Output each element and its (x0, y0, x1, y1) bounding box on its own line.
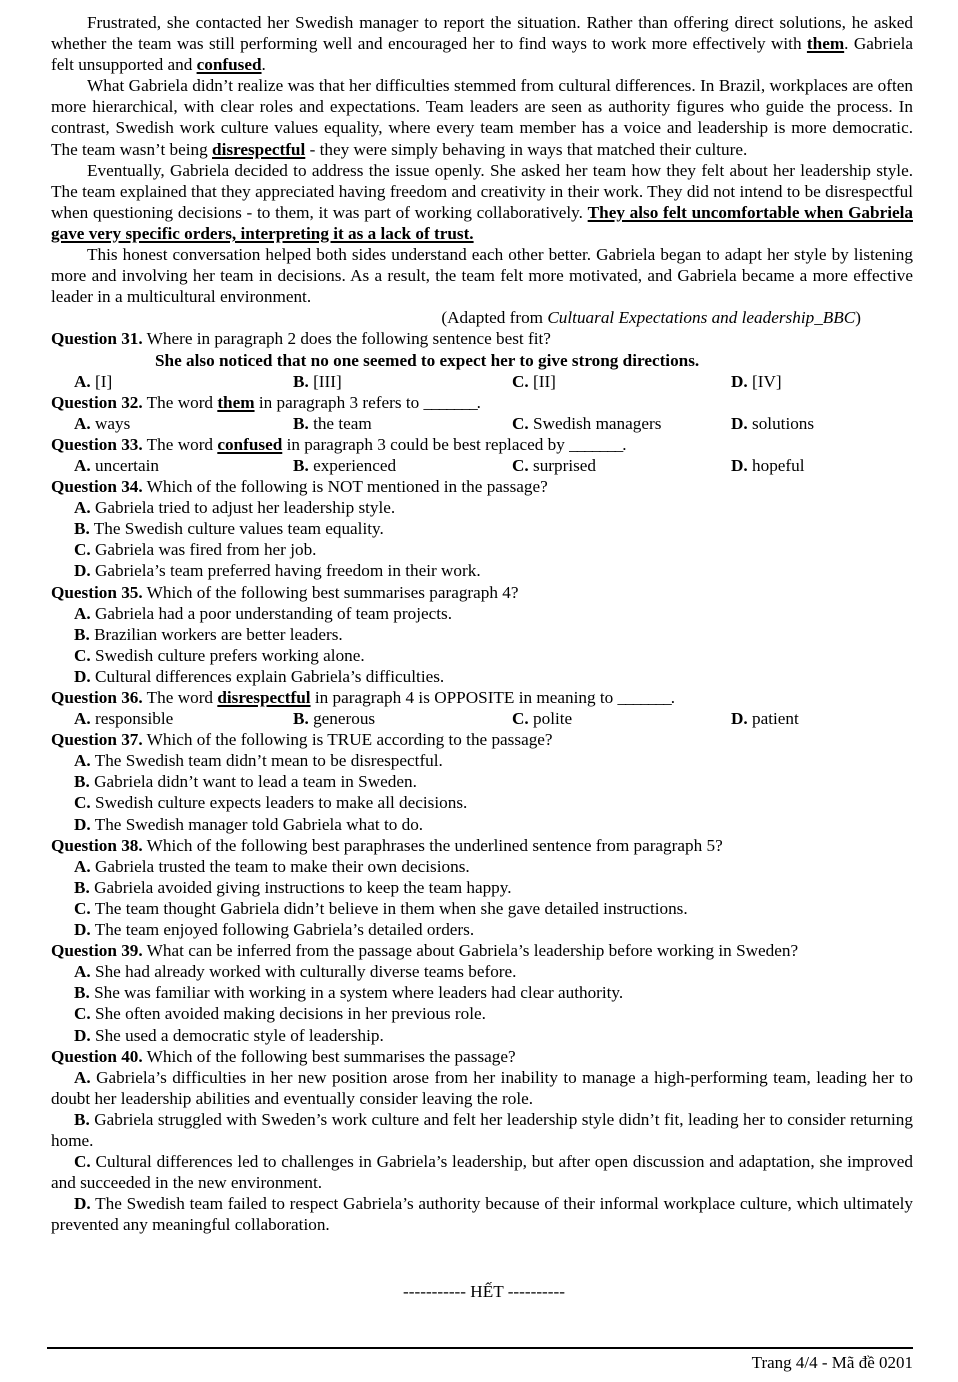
option-a[interactable]: A. Gabriela tried to adjust her leadership style. (74, 498, 396, 518)
option-c[interactable]: C. Swedish managers (512, 413, 662, 433)
option-d[interactable]: D. She used a democratic style of leadership. (74, 1025, 384, 1045)
option-b[interactable]: B. Gabriela didn’t want to lead a team in Sweden. (74, 772, 417, 792)
option-d[interactable]: D. Cultural differences explain Gabriela’s difficulties. (74, 666, 445, 686)
question-39: Question 39. What can be inferred from the passage about Gabriela’s leadership before working in Sweden? A. She had already worked with culturally diverse teams before. B. She was familiar with working in a system where leaders had clear authority. C. She often avoided making decisions in her previous role. D. She used a democratic style of leadership. (51, 940, 913, 1045)
option-d[interactable]: D. solutions (731, 413, 815, 433)
question-40: Question 40. Which of the following best summarises the passage? A. Gabriela’s difficulties in her new position arose from her inability to manage a high-performing team, leading her to doubt her leadership abilities and eventually consider leaving the role. B. Gabriela struggled with Sweden’s work culture and felt her leadership style didn’t fit, leading her to consider returning home. C. Cultural differences led to challenges in Gabriela’s leadership, but after open discussion and adaptation, she improved and succeeded in the new environment. D. The Swedish team failed to respect Gabriela’s authority because of their informal workplace culture, which ultimately prevented any meaningful collaboration. (51, 1046, 913, 1235)
answer-blank: _______ (423, 392, 477, 412)
passage-paragraph-5: Eventually, Gabriela decided to address the issue openly. She asked her team how they felt about her leadership style. The team explained that they appreciated having freedom and creativity in their work. They did not intend to be disrespectful when questioning decisions - to them, it was part of working collaboratively. They also felt uncomfortable when Gabriela gave very specific orders, interpreting it as a lack of trust. (51, 160, 913, 243)
option-c[interactable]: C. Swedish culture expects leaders to make all decisions. (74, 793, 468, 813)
option-c[interactable]: C. Gabriela was fired from her job. (74, 540, 317, 560)
question-label: Question 33. (51, 434, 143, 454)
option-c[interactable]: C. [II] (512, 371, 556, 391)
option-a[interactable]: A. ways (74, 413, 131, 433)
question-34: Question 34. Which of the following is NOT mentioned in the passage? A. Gabriela tried to adjust her leadership style. B. The Swedish culture values team equality. C. Gabriela was fired from her job. D. Gabriela’s team preferred having freedom in their work. (51, 476, 913, 581)
options (51, 455, 913, 476)
option-b[interactable]: B. The Swedish culture values team equality. (74, 519, 384, 539)
option-a[interactable]: A. Gabriela had a poor understanding of team projects. (74, 603, 453, 623)
question-37: Question 37. Which of the following is TRUE according to the passage? A. The Swedish team didn’t mean to be disrespectful. B. Gabriela didn’t want to lead a team in Sweden. C. Swedish culture expects leaders to make all decisions. D. The Swedish manager told Gabriela what to do. (51, 729, 913, 834)
inserted-sentence: She also noticed that no one seemed to expect her to give strong directions. (155, 350, 700, 370)
option-b[interactable]: B. experienced (293, 455, 397, 475)
passage-paragraph-6: This honest conversation helped both sides understand each other better. Gabriela began to adapt her style by listening more and involving her team in decisions. As a result, the team felt more motivated, and Gabriela became a more effective leader in a multicultural environment. (51, 245, 913, 307)
option-d[interactable]: D. hopeful (731, 455, 805, 475)
option-b[interactable]: B. generous (293, 709, 376, 729)
passage-paragraph-3: Frustrated, she contacted her Swedish manager to report the situation. Rather than offering direct solutions, he asked whether the team was still performing well and encouraged her to find ways to work more effectively with them. Gabriela felt unsupported and confused. (51, 13, 913, 75)
option-c[interactable]: C. Cultural differences led to challenges in Gabriela’s leadership, but after open discussion and adaptation, she improved and succeeded in the new environment. (51, 1152, 913, 1193)
option-a[interactable]: A. Gabriela’s difficulties in her new position arose from her inability to manage a high-performing team, leading her to doubt her leadership abilities and eventually consider leaving the role. (51, 1067, 913, 1108)
question-32: Question 32. The word them in paragraph 3 refers to _______. A. ways B. the team C. Swedish managers D. solutions (51, 392, 913, 434)
keyword-confused: confused (196, 55, 262, 75)
page-footer: Trang 4/4 - Mã đề 0201 (751, 1353, 913, 1372)
option-a[interactable]: A. The Swedish team didn’t mean to be disrespectful. (74, 751, 443, 771)
options (51, 413, 913, 434)
question-label: Question 35. (51, 582, 143, 602)
question-35: Question 35. Which of the following best summarises paragraph 4? A. Gabriela had a poor understanding of team projects. B. Brazilian workers are better leaders. C. Swedish culture prefers working alone. D. Cultural differences explain Gabriela’s difficulties. (51, 582, 913, 687)
question-label: Question 31. (51, 329, 143, 349)
option-a[interactable]: A. uncertain (74, 455, 159, 475)
options (51, 708, 913, 729)
option-d[interactable]: D. The Swedish team failed to respect Gabriela’s authority because of their informal workplace culture, which ultimately prevented any meaningful collaboration. (51, 1194, 913, 1235)
question-label: Question 37. (51, 730, 143, 750)
option-c[interactable]: C. The team thought Gabriela didn’t believe in them when she gave detailed instructions. (74, 898, 688, 918)
footer-divider (47, 1347, 913, 1349)
keyword: them (217, 392, 255, 412)
option-d[interactable]: D. The Swedish manager told Gabriela what to do. (74, 814, 424, 834)
question-label: Question 38. (51, 835, 143, 855)
option-a[interactable]: A. responsible (74, 709, 174, 729)
question-label: Question 34. (51, 477, 143, 497)
options (51, 371, 913, 392)
option-b[interactable]: B. [III] (293, 371, 342, 391)
option-c[interactable]: C. She often avoided making decisions in her previous role. (74, 1004, 486, 1024)
option-b[interactable]: B. Gabriela avoided giving instructions to keep the team happy. (74, 877, 512, 897)
option-a[interactable]: A. She had already worked with culturally diverse teams before. (74, 962, 517, 982)
option-c[interactable]: C. surprised (512, 455, 597, 475)
question-33: Question 33. The word confused in paragraph 3 could be best replaced by _______. A. uncertain B. experienced C. surprised D. hopeful (51, 434, 913, 476)
option-a[interactable]: A. [I] (74, 371, 113, 391)
option-c[interactable]: C. polite (512, 709, 573, 729)
keyword: confused (217, 434, 283, 454)
keyword-disrespectful: disrespectful (212, 139, 306, 159)
option-c[interactable]: C. Swedish culture prefers working alone. (74, 645, 365, 665)
question-38: Question 38. Which of the following best paraphrases the underlined sentence from paragraph 5? A. Gabriela trusted the team to make their own decisions. B. Gabriela avoided giving instructions to keep the team happy. C. The team thought Gabriela didn’t believe in them when she gave detailed instructions. D. The team enjoyed following Gabriela’s detailed orders. (51, 835, 913, 940)
option-d[interactable]: D. Gabriela’s team preferred having freedom in their work. (74, 561, 481, 581)
exam-page (51, 12, 913, 1235)
question-label: Question 36. (51, 688, 143, 707)
question-label: Question 39. (51, 941, 143, 961)
question-label: Question 32. (51, 392, 143, 412)
option-b[interactable]: B. Gabriela struggled with Sweden’s work culture and felt her leadership style didn’t fit, leading her to consider returning home. (51, 1109, 913, 1150)
answer-blank: _______ (569, 434, 623, 454)
option-b[interactable]: B. She was familiar with working in a system where leaders had clear authority. (74, 983, 624, 1003)
question-36: Question 36. The word disrespectful in paragraph 4 is OPPOSITE in meaning to _______. A. responsible B. generous C. polite D. patient (51, 687, 913, 729)
passage-paragraph-4: What Gabriela didn’t realize was that her difficulties stemmed from cultural differences. In Brazil, workplaces are often more hierarchical, with clear roles and expectations. Team leaders are seen as authority figures who guide the process. In contrast, Swedish work culture values equality, where every team member has a voice and leadership is more democratic. The team wasn’t being disrespectful - they were simply behaving in ways that matched their culture. (51, 76, 913, 159)
answer-blank: _______ (617, 688, 671, 707)
option-d[interactable]: D. [IV] (731, 371, 782, 391)
option-d[interactable]: D. patient (731, 709, 799, 729)
question-31: Question 31. Where in paragraph 2 does the following sentence best fit? She also noticed that no one seemed to expect her to give strong directions. A. [I] B. [III] C. [II] D. [IV] (51, 328, 913, 391)
passage-source: (Adapted from Cultuaral Expectations and leadership_BBC) (441, 308, 861, 328)
keyword: disrespectful (217, 688, 311, 707)
option-d[interactable]: D. The team enjoyed following Gabriela’s detailed orders. (74, 920, 475, 940)
option-b[interactable]: B. the team (293, 413, 372, 433)
option-a[interactable]: A. Gabriela trusted the team to make their own decisions. (74, 856, 470, 876)
question-label: Question 40. (51, 1046, 143, 1066)
keyword-them: them (806, 34, 845, 54)
option-b[interactable]: B. Brazilian workers are better leaders. (74, 624, 343, 644)
end-of-exam-mark: ----------- HẾT ---------- (403, 1282, 565, 1301)
underlined-sentence: They also felt uncomfortable when Gabriela gave very specific orders, interpreting it as a lack of trust. (51, 202, 913, 243)
